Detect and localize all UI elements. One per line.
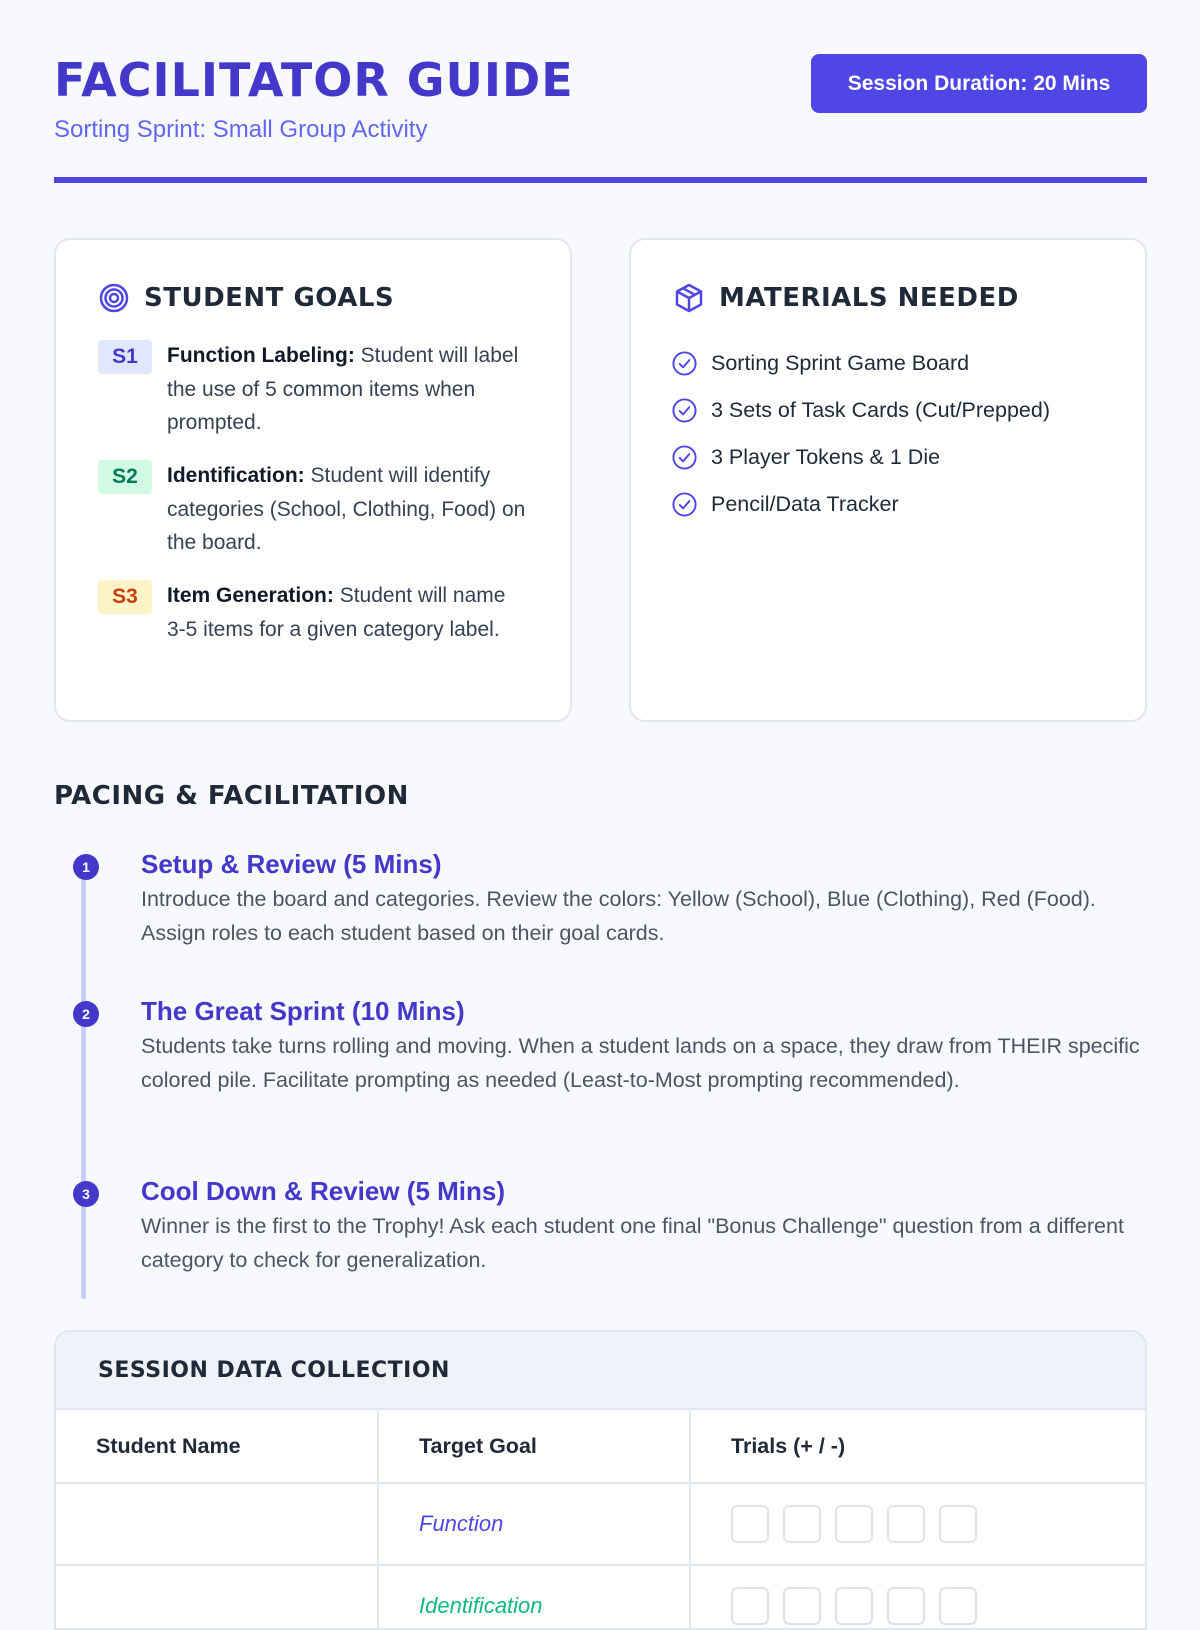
step-number: 2 (73, 1001, 99, 1027)
goal-label: Item Generation: (167, 584, 334, 607)
step-description: Winner is the first to the Trophy! Ask each student one final "Bonus Challenge" question from a different category to check for generalization. (141, 1214, 1124, 1272)
trial-checkbox[interactable] (939, 1587, 977, 1625)
page-title: FACILITATOR GUIDE (54, 53, 574, 107)
material-label: Sorting Sprint Game Board (711, 351, 970, 375)
trial-boxes (731, 1587, 1147, 1625)
goal-text: Student will name 3-5 items for a given category label. (167, 584, 506, 641)
goal-description (167, 579, 527, 646)
column-header-trials: Trials (+ / -) (690, 1410, 1147, 1483)
trial-checkbox[interactable] (783, 1587, 821, 1625)
student-name-cell[interactable] (56, 1483, 378, 1565)
materials-needed-card (629, 238, 1147, 722)
trial-checkbox[interactable] (835, 1587, 873, 1625)
data-collection-title: SESSION DATA COLLECTION (56, 1332, 1145, 1410)
trial-checkbox[interactable] (835, 1505, 873, 1543)
step-description: Students take turns rolling and moving. When a student lands on a space, they draw from THEIR specific colored pile. Facilitate prompting as needed (Least-to-Most prompting recommended). (141, 1034, 1140, 1092)
goal-badge: S1 (98, 340, 152, 374)
material-label: 3 Player Tokens & 1 Die (711, 445, 941, 469)
trial-checkbox[interactable] (887, 1587, 925, 1625)
trial-checkbox[interactable] (887, 1505, 925, 1543)
trial-checkbox[interactable] (731, 1505, 769, 1543)
trial-checkbox[interactable] (939, 1505, 977, 1543)
list-item (671, 481, 1050, 528)
trial-checkbox[interactable] (783, 1505, 821, 1543)
check-circle-icon (671, 491, 698, 518)
data-collection-table (56, 1410, 1147, 1630)
page-subtitle: Sorting Sprint: Small Group Activity (54, 116, 428, 143)
goal-item-s2 (98, 460, 527, 560)
list-item (671, 387, 1050, 434)
goal-badge: S2 (98, 460, 152, 494)
target-goal-cell: Identification (378, 1565, 690, 1630)
trial-checkbox[interactable] (731, 1587, 769, 1625)
check-circle-icon (671, 350, 698, 377)
goal-text: Student will identify categories (School, Clothing, Food) on the board. (167, 464, 526, 554)
goal-label: Function Labeling: (167, 344, 355, 367)
step-title: Cool Down & Review (5 Mins) (141, 1176, 506, 1206)
material-label: Pencil/Data Tracker (711, 492, 899, 516)
timeline-line (81, 1195, 86, 1299)
box-icon (673, 282, 705, 314)
target-goal-cell: Function (378, 1483, 690, 1565)
goal-item-s1 (98, 340, 527, 440)
goal-description (167, 339, 527, 440)
pacing-section-title: PACING & FACILITATION (54, 781, 409, 811)
list-item (671, 340, 1050, 387)
goal-description (167, 459, 527, 560)
materials-title: MATERIALS NEEDED (719, 283, 1019, 313)
timeline-line (81, 868, 86, 1011)
column-header-student-name: Student Name (56, 1410, 378, 1483)
student-goals-title: STUDENT GOALS (144, 283, 395, 313)
target-icon (98, 282, 130, 314)
step-number: 1 (73, 854, 99, 880)
trials-cell (690, 1565, 1147, 1630)
table-header-row (56, 1410, 1147, 1483)
step-number: 3 (73, 1181, 99, 1207)
header-divider (54, 177, 1147, 183)
student-goals-card (54, 238, 572, 722)
step-description: Introduce the board and categories. Review the colors: Yellow (School), Blue (Clothing), Red (Food). Assign roles to each student based on their goal cards. (141, 887, 1096, 945)
goal-label: Identification: (167, 464, 305, 487)
material-label: 3 Sets of Task Cards (Cut/Prepped) (711, 398, 1050, 422)
step-title: The Great Sprint (10 Mins) (141, 996, 465, 1026)
column-header-target-goal: Target Goal (378, 1410, 690, 1483)
check-circle-icon (671, 397, 698, 424)
materials-header (673, 280, 1019, 316)
check-circle-icon (671, 444, 698, 471)
session-data-collection-card (54, 1330, 1147, 1630)
goal-text: Student will label the use of 5 common items when prompted. (167, 344, 519, 434)
facilitator-guide-page (54, 0, 1147, 1618)
materials-list (671, 340, 1050, 528)
goal-badge: S3 (98, 580, 152, 614)
trials-cell (690, 1483, 1147, 1565)
session-duration-badge: Session Duration: 20 Mins (811, 54, 1147, 113)
student-goals-header (98, 280, 394, 316)
table-row (56, 1483, 1147, 1565)
timeline-line (81, 1015, 86, 1190)
goal-item-s3 (98, 580, 527, 646)
page-header (54, 0, 1147, 184)
trial-boxes (731, 1505, 1147, 1543)
table-row (56, 1565, 1147, 1630)
step-title: Setup & Review (5 Mins) (141, 849, 442, 879)
list-item (671, 434, 1050, 481)
student-name-cell[interactable] (56, 1565, 378, 1630)
